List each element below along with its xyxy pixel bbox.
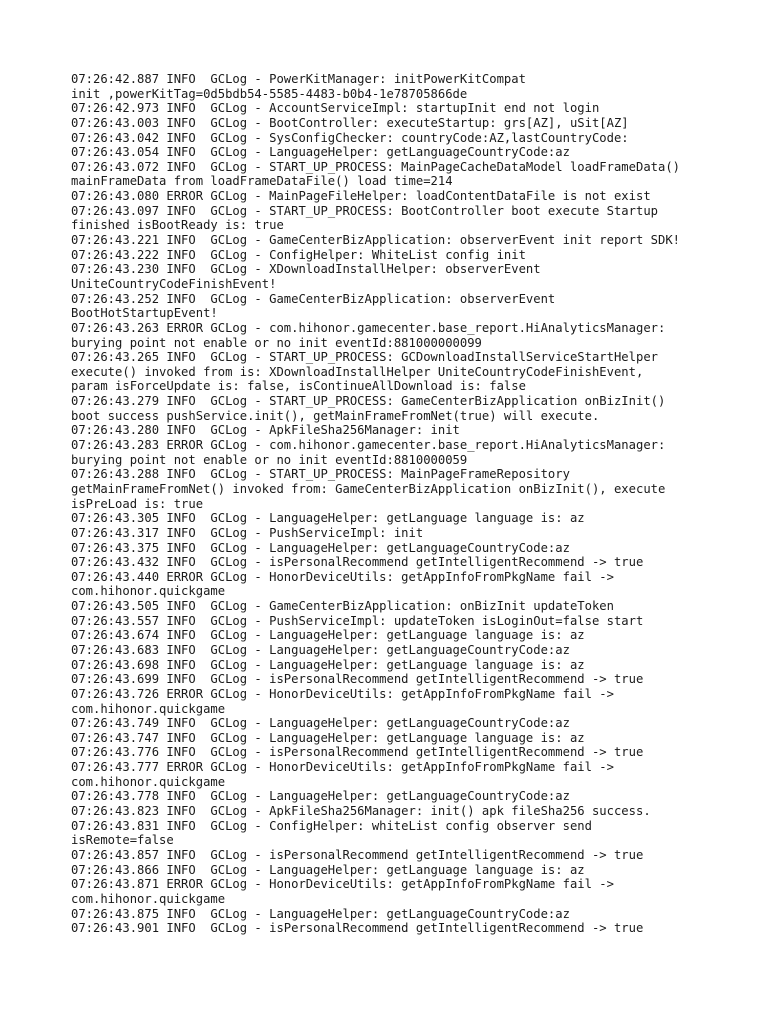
- log-line: 07:26:43.557 INFO GCLog - PushServiceImpl: updateToken isLoginOut=false start: [71, 613, 644, 628]
- log-line: 07:26:43.875 INFO GCLog - LanguageHelper: getLanguageCountryCode:az: [71, 906, 570, 921]
- log-line: com.hihonor.quickgame: [71, 891, 226, 906]
- log-document: [71, 72, 761, 950]
- log-line: getMainFrameFromNet() invoked from: GameCenterBizApplication onBizInit(), execute: [71, 481, 666, 496]
- log-line: 07:26:43.283 ERROR GCLog - com.hihonor.gamecenter.base_report.HiAnalyticsManager:: [71, 438, 666, 453]
- log-line: 07:26:43.866 INFO GCLog - LanguageHelper: getLanguage language is: az: [71, 862, 585, 877]
- log-line: 07:26:43.054 INFO GCLog - LanguageHelper: getLanguageCountryCode:az: [71, 145, 570, 160]
- log-line: 07:26:43.280 INFO GCLog - ApkFileSha256Manager: init: [71, 423, 460, 438]
- log-line: burying point not enable or no init eventId:8810000059: [71, 452, 468, 467]
- log-line: 07:26:43.265 INFO GCLog - START_UP_PROCESS: GCDownloadInstallServiceStartHelper: [71, 350, 658, 365]
- log-line: 07:26:43.230 INFO GCLog - XDownloadInstallHelper: observerEvent: [71, 262, 541, 277]
- log-line: 07:26:43.823 INFO GCLog - ApkFileSha256Manager: init() apk fileSha256 success.: [71, 804, 651, 819]
- log-line: 07:26:43.042 INFO GCLog - SysConfigChecker: countryCode:AZ,lastCountryCode:: [71, 130, 629, 145]
- log-line: com.hihonor.quickgame: [71, 584, 226, 599]
- log-line: com.hihonor.quickgame: [71, 774, 226, 789]
- log-line: 07:26:43.305 INFO GCLog - LanguageHelper: getLanguage language is: az: [71, 511, 585, 526]
- log-line: 07:26:42.973 INFO GCLog - AccountServiceImpl: startupInit end not login: [71, 101, 600, 116]
- log-line: 07:26:43.747 INFO GCLog - LanguageHelper: getLanguage language is: az: [71, 730, 585, 745]
- log-line: 07:26:43.776 INFO GCLog - isPersonalRecommend getIntelligentRecommend -> true: [71, 745, 644, 760]
- log-line: 07:26:43.080 ERROR GCLog - MainPageFileHelper: loadContentDataFile is not exist: [71, 189, 651, 204]
- log-line: init ,powerKitTag=0d5bdb54-5585-4483-b0b4-1e78705866de: [71, 86, 468, 101]
- log-line: 07:26:43.749 INFO GCLog - LanguageHelper: getLanguageCountryCode:az: [71, 716, 570, 731]
- log-line: 07:26:43.777 ERROR GCLog - HonorDeviceUtils: getAppInfoFromPkgName fail ->: [71, 760, 614, 775]
- log-line: 07:26:43.698 INFO GCLog - LanguageHelper: getLanguage language is: az: [71, 657, 585, 672]
- log-line: BootHotStartupEvent!: [71, 306, 218, 321]
- log-line: 07:26:43.871 ERROR GCLog - HonorDeviceUtils: getAppInfoFromPkgName fail ->: [71, 877, 614, 892]
- log-line: isPreLoad is: true: [71, 496, 204, 511]
- log-line: mainFrameData from loadFrameDataFile() load time=214: [71, 174, 453, 189]
- log-line: 07:26:43.901 INFO GCLog - isPersonalRecommend getIntelligentRecommend -> true: [71, 921, 644, 936]
- log-line: 07:26:43.072 INFO GCLog - START_UP_PROCESS: MainPageCacheDataModel loadFrameData(): [71, 159, 681, 174]
- log-line: 07:26:43.003 INFO GCLog - BootController: executeStartup: grs[AZ], uSit[AZ]: [71, 115, 629, 130]
- log-line: 07:26:43.505 INFO GCLog - GameCenterBizApplication: onBizInit updateToken: [71, 599, 614, 614]
- log-line: param isForceUpdate is: false, isContinueAllDownload is: false: [71, 379, 526, 394]
- log-line: 07:26:43.252 INFO GCLog - GameCenterBizApplication: observerEvent: [71, 291, 556, 306]
- log-line: 07:26:43.222 INFO GCLog - ConfigHelper: WhiteList config init: [71, 247, 526, 262]
- log-line: [71, 936, 761, 951]
- log-line: 07:26:43.726 ERROR GCLog - HonorDeviceUtils: getAppInfoFromPkgName fail ->: [71, 686, 614, 701]
- log-line: boot success pushService.init(), getMainFrameFromNet(true) will execute.: [71, 408, 600, 423]
- log-line: 07:26:42.887 INFO GCLog - PowerKitManager: initPowerKitCompat: [71, 72, 526, 86]
- log-line: 07:26:43.432 INFO GCLog - isPersonalRecommend getIntelligentRecommend -> true: [71, 555, 644, 570]
- log-line: UniteCountryCodeFinishEvent!: [71, 276, 277, 291]
- log-line: 07:26:43.778 INFO GCLog - LanguageHelper: getLanguageCountryCode:az: [71, 789, 570, 804]
- log-line: 07:26:43.831 INFO GCLog - ConfigHelper: whiteList config observer send: [71, 818, 592, 833]
- log-line: 07:26:43.674 INFO GCLog - LanguageHelper: getLanguage language is: az: [71, 628, 585, 643]
- log-line: execute() invoked from is: XDownloadInstallHelper UniteCountryCodeFinishEvent,: [71, 364, 644, 379]
- log-line: 07:26:43.279 INFO GCLog - START_UP_PROCESS: GameCenterBizApplication onBizInit(): [71, 394, 666, 409]
- log-line: 07:26:43.375 INFO GCLog - LanguageHelper: getLanguageCountryCode:az: [71, 540, 570, 555]
- log-line: isRemote=false: [71, 833, 174, 848]
- log-line: com.hihonor.quickgame: [71, 701, 226, 716]
- log-line: 07:26:43.683 INFO GCLog - LanguageHelper: getLanguageCountryCode:az: [71, 642, 570, 657]
- log-line: 07:26:43.221 INFO GCLog - GameCenterBizApplication: observerEvent init report SDK!: [71, 233, 681, 248]
- log-line: burying point not enable or no init eventId:881000000099: [71, 335, 482, 350]
- log-line: 07:26:43.263 ERROR GCLog - com.hihonor.gamecenter.base_report.HiAnalyticsManager:: [71, 320, 666, 335]
- log-line: 07:26:43.699 INFO GCLog - isPersonalRecommend getIntelligentRecommend -> true: [71, 672, 644, 687]
- log-line: 07:26:43.097 INFO GCLog - START_UP_PROCESS: BootController boot execute Startup: [71, 203, 658, 218]
- log-line: 07:26:43.440 ERROR GCLog - HonorDeviceUtils: getAppInfoFromPkgName fail ->: [71, 569, 614, 584]
- log-line: 07:26:43.857 INFO GCLog - isPersonalRecommend getIntelligentRecommend -> true: [71, 847, 644, 862]
- log-line: 07:26:43.288 INFO GCLog - START_UP_PROCESS: MainPageFrameRepository: [71, 467, 570, 482]
- log-line: finished isBootReady is: true: [71, 218, 284, 233]
- log-line: 07:26:43.317 INFO GCLog - PushServiceImpl: init: [71, 525, 424, 540]
